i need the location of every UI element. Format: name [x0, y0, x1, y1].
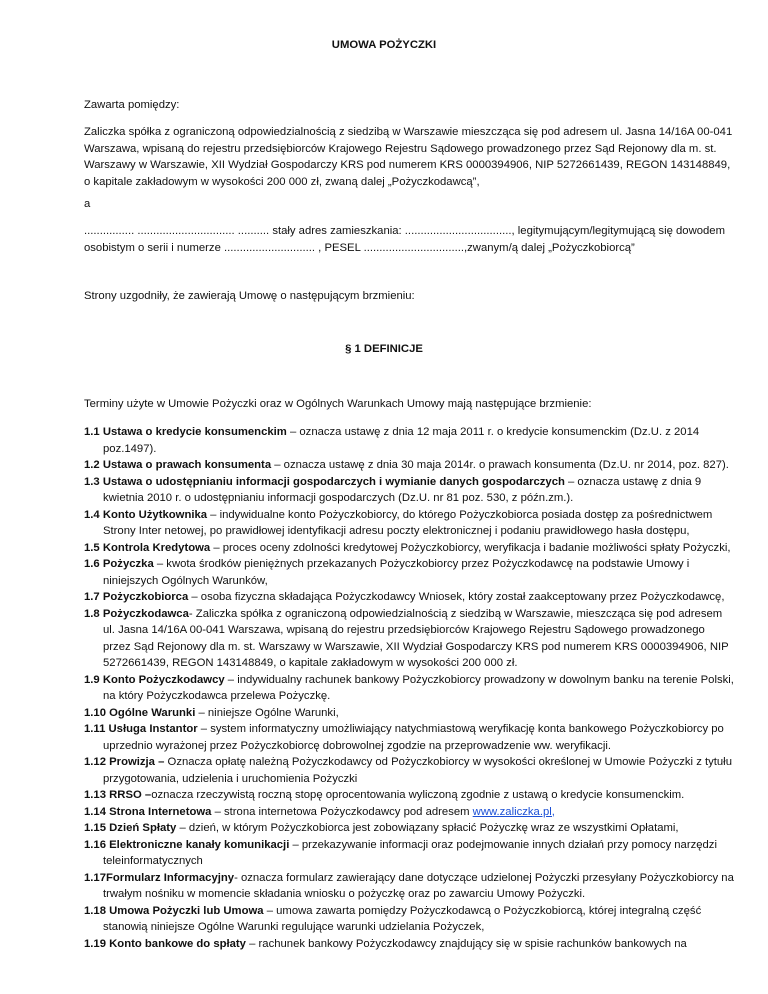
definition-term: Ustawa o kredycie konsumenckim	[102, 426, 287, 438]
website-link[interactable]: www.zaliczka.pl,	[472, 805, 555, 818]
definition-text: – dzień, w którym Pożyczkobiorca jest zobowiązany spłacić Pożyczkę wraz ze wszystkimi Opłatami,	[176, 822, 679, 834]
definition-item	[84, 672, 734, 705]
definition-text: - Zaliczka spółka z ograniczoną odpowiedzialnością z siedzibą w Warszawie, mieszcząca się pod adresem ul. Jasna 14/16A 00-041 Warszawa, wpisaną do rejestru przedsiębiorców Krajowego Rejestru Sądowego prowadzonego przez Sąd Rejonowy dla m. st. Warszawy w Warszawie, XII Wydział Gospodarczy KRS pod numerem KRS 0000394906, NIP 5272661439, REGON 143148849, o kapitale zakładowym w wysokości 200 000 zł.	[103, 607, 729, 669]
definition-term: Pożyczkodawca	[102, 607, 189, 620]
definition-number: 1.15	[84, 822, 106, 834]
definition-text: – oznacza ustawę z dnia 12 maja 2011 r. o kredycie konsumenckim (Dz.U. z 2014 poz.1497).	[103, 426, 700, 455]
definition-item	[84, 424, 734, 457]
definition-term: Ustawa o udostępnianiu informacji gospodarczych i wymianie danych gospodarczych	[102, 475, 565, 488]
definition-text: oznacza rzeczywistą roczną stopę oprocentowania wyliczoną zgodnie z ustawą o kredycie konsumenckim.	[151, 789, 685, 801]
definition-item	[84, 457, 734, 474]
intro-text: Zawarta pomiędzy:	[84, 99, 180, 111]
definition-term: Ustawa o prawach konsumenta	[102, 459, 272, 471]
borrower-alias: „Pożyczkobiorcą”	[548, 241, 635, 254]
definition-number: 1.4	[84, 508, 100, 521]
definition-text: – kwota środków pieniężnych przekazanych Pożyczkobiorcy przez Pożyczkodawcę na podstawie Umowy i niniejszych Ogólnych Warunków,	[103, 558, 690, 587]
definition-item	[84, 936, 734, 953]
definition-item	[84, 721, 734, 754]
definition-term: Pożyczkobiorca	[102, 591, 189, 603]
definition-item	[84, 787, 734, 804]
definition-number: 1.2	[84, 459, 100, 471]
definition-number: 1.17	[84, 871, 106, 884]
definition-term: Prowizja –	[109, 756, 165, 768]
definition-item	[84, 474, 734, 507]
definition-text: – umowa zawarta pomiędzy Pożyczkodawcą o Pożyczkobiorcą, której integralną część stanowią niniejsze Ogólne Warunki regulujące warunki udzielania Pożyczek,	[103, 904, 702, 933]
definition-term: Ogólne Warunki	[109, 706, 196, 719]
definition-text: - oznacza formularz zawierający dane dotyczące udzielonej Pożyczki przesyłany Pożyczkobiorcy na trwałym nośniku w momencie składania wniosku o pożyczkę oraz po zawarciu Umowy Pożyczki.	[103, 871, 734, 900]
definition-number: 1.10	[84, 706, 106, 719]
definition-term: Umowa Pożyczki lub Umowa	[109, 904, 264, 917]
definition-text: – osoba fizyczna składająca Pożyczkodawcy Wniosek, który został zaakceptowany przez Pożyczkodawcę,	[188, 591, 725, 603]
definition-item	[84, 903, 734, 936]
definition-number: 1.11	[84, 723, 106, 735]
definition-item	[84, 804, 734, 821]
lender-description: Zaliczka spółka z ograniczoną odpowiedzialnością z siedzibą w Warszawie mieszcząca się pod adresem ul. Jasna 14/16A 00-041 Warszawa, wpisaną do rejestru przedsiębiorców Krajowego Rejestru Sądowego prowadzonego przez Sąd Rejonowy dla m. st. Warszawy w Warszawie, XII Wydział Gospodarczy KRS pod numerem KRS 0000394906, NIP 5272661439, REGON 143148849, o kapitale zakładowym w wysokości 200 000 zł, zwaną dalej	[84, 126, 733, 188]
definition-text: – przekazywanie informacji oraz podejmowanie innych działań przy pomocy narzędzi teleinformatycznych	[103, 838, 717, 867]
definition-term: Konto Użytkownika	[102, 508, 208, 521]
definition-text: – oznacza ustawę z dnia 30 maja 2014r. o prawach konsumenta (Dz.U. nr 2014, poz. 827).	[271, 459, 729, 471]
definition-number: 1.5	[84, 541, 100, 554]
borrower-text: ................ ............................... .......... stały adres zamieszkania: .................................., legitymującym/legitymującą się dowodem osobistym o serii i numerze ............................. , PESEL ................................,zwanym/ą dalej	[84, 225, 725, 254]
definition-term: Strona Internetowa	[109, 805, 212, 818]
definition-text: – strona internetowa Pożyczkodawcy pod adresem	[211, 805, 473, 818]
definition-term: Formularz Informacyjny	[106, 871, 235, 884]
definition-item	[84, 507, 734, 540]
definition-text: Oznacza opłatę należną Pożyczkodawcy od Pożyczkobiorcy w wysokości określonej w Umowie Pożyczki z tytułu przygotowania, udzielenia i uruchomienia Pożyczki	[103, 756, 732, 785]
document-title: UMOWA POŻYCZKI	[331, 39, 437, 51]
definition-number: 1.6	[84, 558, 100, 570]
definition-number: 1.16	[84, 838, 106, 851]
definition-item	[84, 606, 734, 672]
definition-number: 1.7	[84, 591, 100, 603]
definition-text: – niniejsze Ogólne Warunki,	[195, 706, 339, 719]
agreement-text: Strony uzgodniły, że zawierają Umowę o następującym brzmieniu:	[84, 290, 415, 302]
definition-term: RRSO –	[109, 789, 152, 801]
borrower-paragraph	[84, 223, 734, 256]
definition-text: – indywidualne konto Pożyczkobiorcy, do którego Pożyczkobiorca posiada dostęp za pośrednictwem Strony Inter netowej, po prawidłowej identyfikacji adresu poczty elektronicznej i podaniu prawidłowego hasła dostępu,	[103, 508, 713, 537]
definition-item	[84, 870, 734, 903]
definition-term: Dzień Spłaty	[109, 822, 177, 834]
lender-paragraph	[84, 124, 734, 190]
conjunction-text: a	[84, 198, 91, 210]
definition-text: – proces oceny zdolności kredytowej Pożyczkobiorcy, weryfikacja i badanie możliwości spłaty Pożyczki,	[210, 541, 731, 554]
definition-number: 1.18	[84, 904, 106, 917]
definition-number: 1.1	[84, 426, 100, 438]
definition-number: 1.14	[84, 805, 106, 818]
definition-term: Pożyczka	[102, 558, 154, 570]
definition-item	[84, 589, 734, 606]
definition-item	[84, 540, 734, 557]
definition-term: Konto bankowe do spłaty	[109, 937, 246, 950]
definition-item	[84, 754, 734, 787]
definition-text: – oznacza ustawę z dnia 9 kwietnia 2010 r. o udostępnianiu informacji gospodarczych (Dz.U. nr 81 poz. 530, z późn.zm.).	[103, 475, 702, 504]
definition-number: 1.12	[84, 756, 106, 768]
definition-item	[84, 705, 734, 722]
terms-intro: Terminy użyte w Umowie Pożyczki oraz w Ogólnych Warunkach Umowy mają następujące brzmienie:	[84, 398, 592, 410]
definition-term: Kontrola Kredytowa	[102, 541, 211, 554]
definition-item	[84, 556, 734, 589]
definition-term: Konto Pożyczkodawcy	[102, 673, 225, 686]
definition-item	[84, 820, 734, 837]
definitions-list	[84, 424, 734, 952]
section-title: § 1 DEFINICJE	[345, 343, 423, 355]
definition-item	[84, 837, 734, 870]
definition-text: – indywidualny rachunek bankowy Pożyczkobiorcy prowadzony w dowolnym banku na terenie Polski, na który Pożyczkodawca przelewa Pożyczkę.	[103, 673, 734, 702]
lender-alias: „Pożyczkodawcą”,	[387, 175, 480, 188]
definition-term: Elektroniczne kanały komunikacji	[109, 838, 290, 851]
definition-number: 1.19	[84, 937, 106, 950]
definition-number: 1.9	[84, 673, 100, 686]
definition-text: – system informatyczny umożliwiający natychmiastową weryfikację konta bankowego Pożyczkobiorcy po uprzednio wyrażonej przez Pożyczkobiorcę dobrowolnej zgodzie na przeprowadzenie ww. weryfikacji.	[103, 723, 724, 752]
definition-text: – rachunek bankowy Pożyczkodawcy znajdujący się w spisie rachunków bankowych na	[245, 937, 687, 950]
definition-number: 1.3	[84, 475, 100, 488]
definition-number: 1.13	[84, 789, 106, 801]
definition-term: Usługa Instantor	[108, 723, 198, 735]
definition-number: 1.8	[84, 607, 100, 620]
